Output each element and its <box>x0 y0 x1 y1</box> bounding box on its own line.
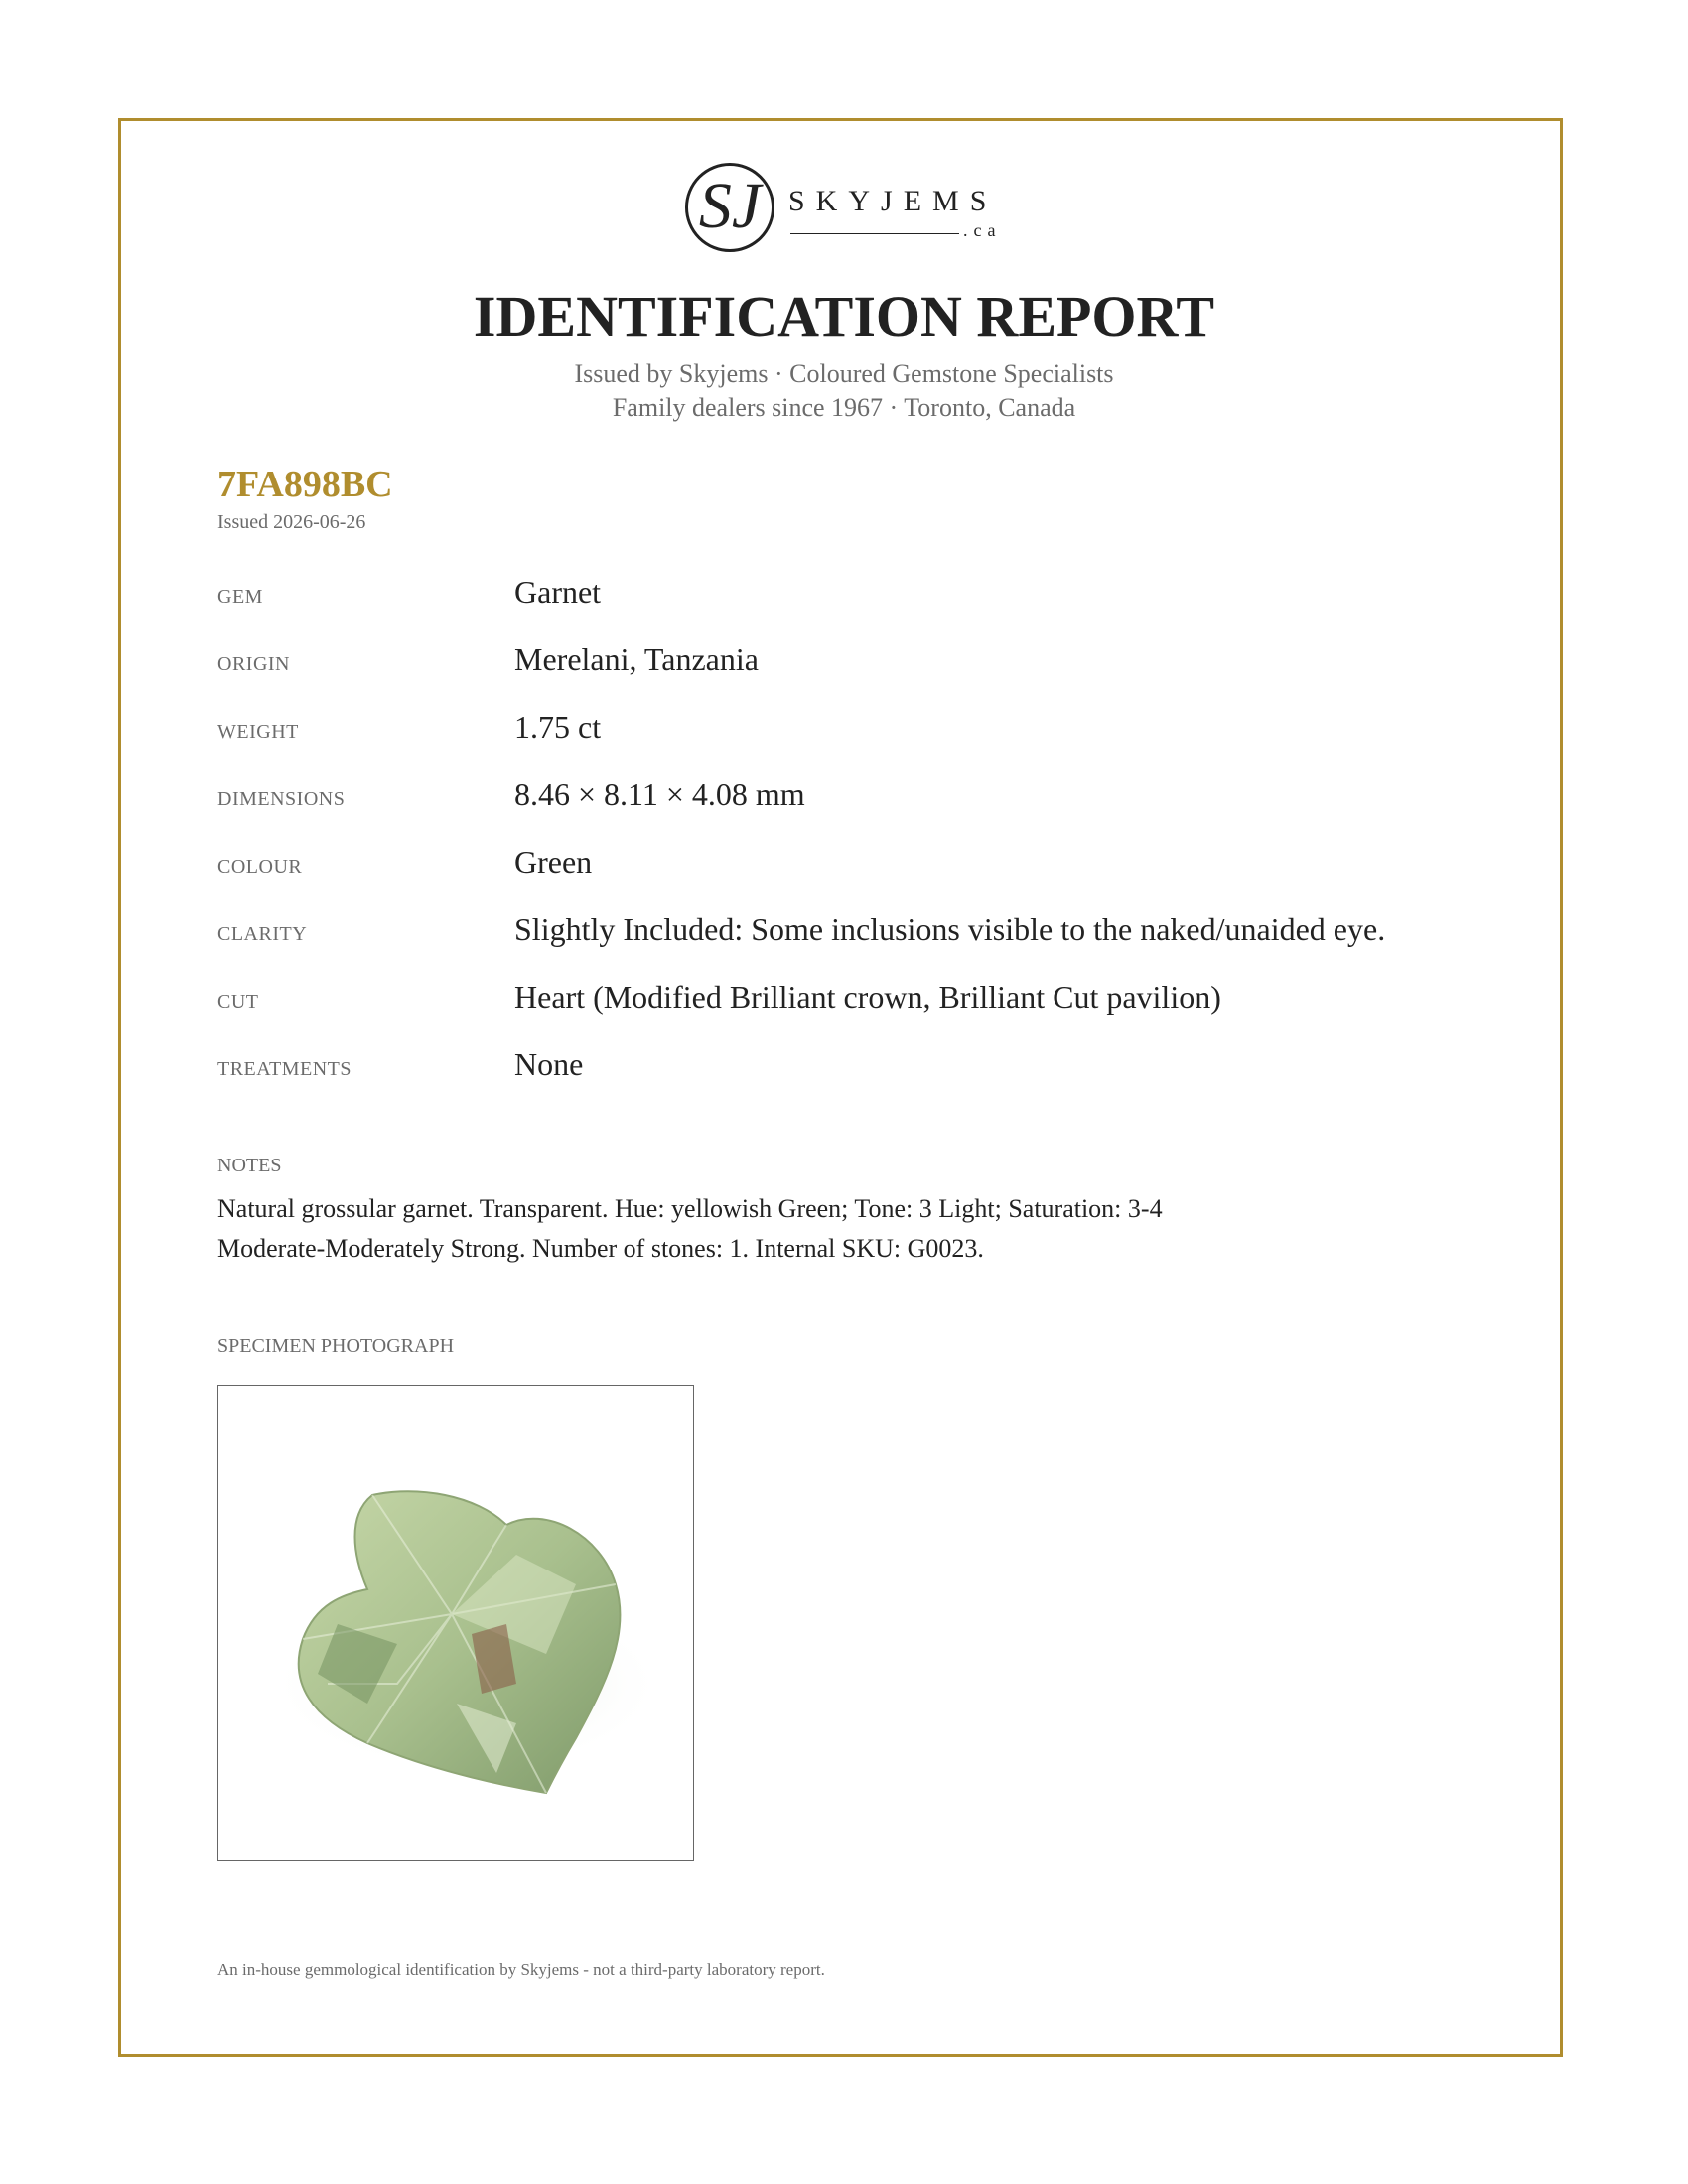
spec-row-dimensions <box>217 774 1508 842</box>
spec-label: GEM <box>217 586 263 608</box>
notes-body <box>217 1189 1310 1269</box>
specimen-photo <box>217 1385 694 1861</box>
report-title: IDENTIFICATION REPORT <box>473 284 1215 348</box>
brand-tld: .ca <box>963 220 1002 240</box>
spec-row-colour <box>217 842 1508 909</box>
spec-row-cut <box>217 977 1508 1044</box>
spec-row-gem <box>217 572 1508 639</box>
spec-row-clarity <box>217 909 1508 977</box>
spec-label: DIMENSIONS <box>217 788 346 810</box>
photo-heading: SPECIMEN PHOTOGRAPH <box>217 1335 455 1357</box>
notes-line: Natural grossular garnet. Transparent. Hue: yellowish Green; Tone: 3 Light; Saturation: 3-4 <box>217 1194 1163 1223</box>
monogram-text: SJ <box>698 170 762 242</box>
report-id: 7FA898BC <box>217 464 393 505</box>
dealer-line: Family dealers since 1967 · Toronto, Canada <box>612 393 1076 422</box>
spec-value: None <box>514 1046 584 1082</box>
heart-gemstone-icon <box>218 1386 693 1860</box>
spec-value: Garnet <box>514 574 602 610</box>
spec-row-origin <box>217 639 1508 707</box>
spec-value: 8.46 × 8.11 × 4.08 mm <box>514 776 805 812</box>
notes-heading: NOTES <box>217 1155 282 1176</box>
spec-value: Heart (Modified Brilliant crown, Brilliant Cut pavilion) <box>514 979 1221 1015</box>
spec-label: ORIGIN <box>217 653 290 675</box>
disclaimer: An in-house gemmological identification by Skyjems - not a third-party laboratory report. <box>217 1960 825 1979</box>
monogram-icon <box>685 163 774 252</box>
spec-value: Merelani, Tanzania <box>514 641 759 677</box>
spec-label: CUT <box>217 991 259 1013</box>
spec-label: WEIGHT <box>217 721 299 743</box>
spec-row-weight <box>217 707 1508 774</box>
brand-name: SKYJEMS <box>788 185 998 217</box>
spec-label: CLARITY <box>217 923 308 945</box>
skyjems-logo <box>685 161 1023 260</box>
spec-value: Green <box>514 844 593 880</box>
spec-label: TREATMENTS <box>217 1058 352 1080</box>
spec-value: 1.75 ct <box>514 709 602 745</box>
spec-label: COLOUR <box>217 856 303 878</box>
specification-table <box>217 572 1508 1112</box>
issuer-line: Issued by Skyjems · Coloured Gemstone Specialists <box>574 359 1114 388</box>
notes-line: Moderate-Moderately Strong. Number of stones: 1. Internal SKU: G0023. <box>217 1234 984 1263</box>
spec-row-treatments <box>217 1044 1508 1112</box>
spec-value: Slightly Included: Some inclusions visible to the naked/unaided eye. <box>514 911 1386 947</box>
logo-rule <box>790 233 959 234</box>
issue-date: Issued 2026-06-26 <box>217 511 366 533</box>
